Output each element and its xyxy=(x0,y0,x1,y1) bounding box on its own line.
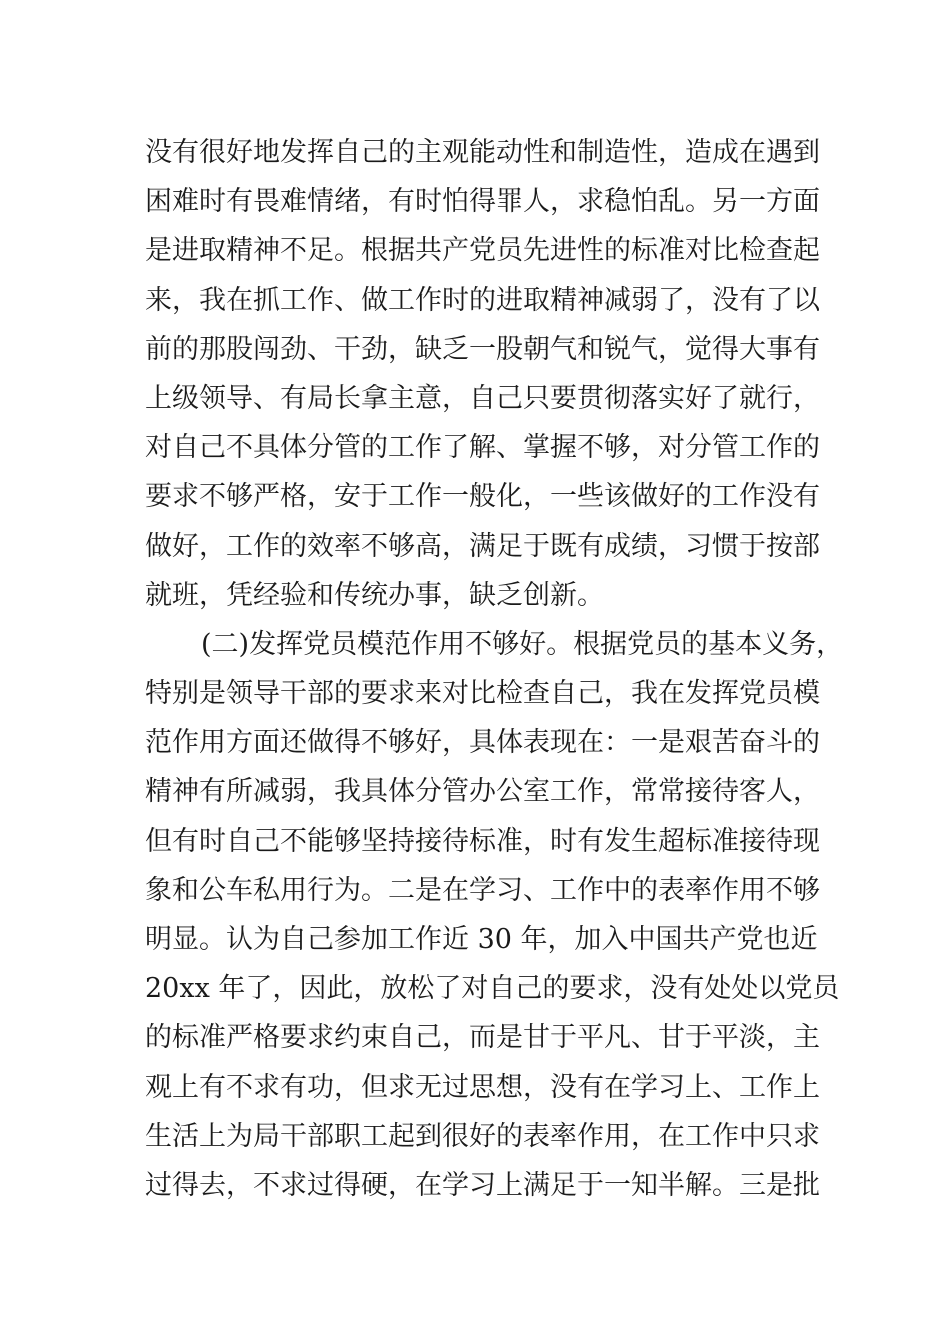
body-text xyxy=(145,128,844,1210)
text-line: 观上有不求有功，但求无过思想，没有在学习上、工作上 xyxy=(145,1071,820,1103)
text-line: 做好，工作的效率不够高，满足于既有成绩，习惯于按部 xyxy=(145,530,820,562)
text-line: 困难时有畏难情绪，有时怕得罪人，求稳怕乱。另一方面 xyxy=(145,186,820,218)
text-line: 对自己不具体分管的工作了解、掌握不够，对分管工作的 xyxy=(145,432,820,464)
text-line: 的标准严格要求约束自己，而是甘于平凡、甘于平淡，主 xyxy=(145,1022,820,1054)
text-line: 前的那股闯劲、干劲，缺乏一股朝气和锐气，觉得大事有 xyxy=(145,333,820,365)
text-line: 要求不够严格，安于工作一般化，一些该做好的工作没有 xyxy=(145,481,820,513)
text-line: 明显。认为自己参加工作近 30 年，加入中国共产党也近 xyxy=(145,924,818,955)
text-line: 特别是领导干部的要求来对比检查自己，我在发挥党员模 xyxy=(145,678,820,710)
text-line: 来，我在抓工作、做工作时的进取精神减弱了，没有了以 xyxy=(145,284,820,316)
text-line: 20xx 年了，因此，放松了对自己的要求，没有处处以党员 xyxy=(145,973,840,1005)
text-line: 上级领导、有局长拿主意，自己只要贯彻落实好了就行， xyxy=(145,382,820,414)
text-line: 精神有所减弱，我具体分管办公室工作，常常接待客人， xyxy=(145,776,820,808)
text-line: 生活上为局干部职工起到很好的表率作用，在工作中只求 xyxy=(145,1120,820,1152)
section-heading-line: (二)发挥党员模范作用不够好。根据党员的基本义务， xyxy=(201,628,844,660)
text-line: 没有很好地发挥自己的主观能动性和制造性，造成在遇到 xyxy=(145,137,820,168)
text-line: 就班，凭经验和传统办事，缺乏创新。 xyxy=(145,579,604,611)
text-line: 范作用方面还做得不够好，具体表现在：一是艰苦奋斗的 xyxy=(145,727,820,759)
text-line: 过得去，不求过得硬，在学习上满足于一知半解。三是批 xyxy=(145,1169,820,1201)
text-line: 象和公车私用行为。二是在学习、工作中的表率作用不够 xyxy=(145,874,820,906)
text-line: 但有时自己不能够坚持接待标准，时有发生超标准接待现 xyxy=(145,825,820,857)
text-line: 是进取精神不足。根据共产党员先进性的标准对比检查起 xyxy=(145,235,820,267)
